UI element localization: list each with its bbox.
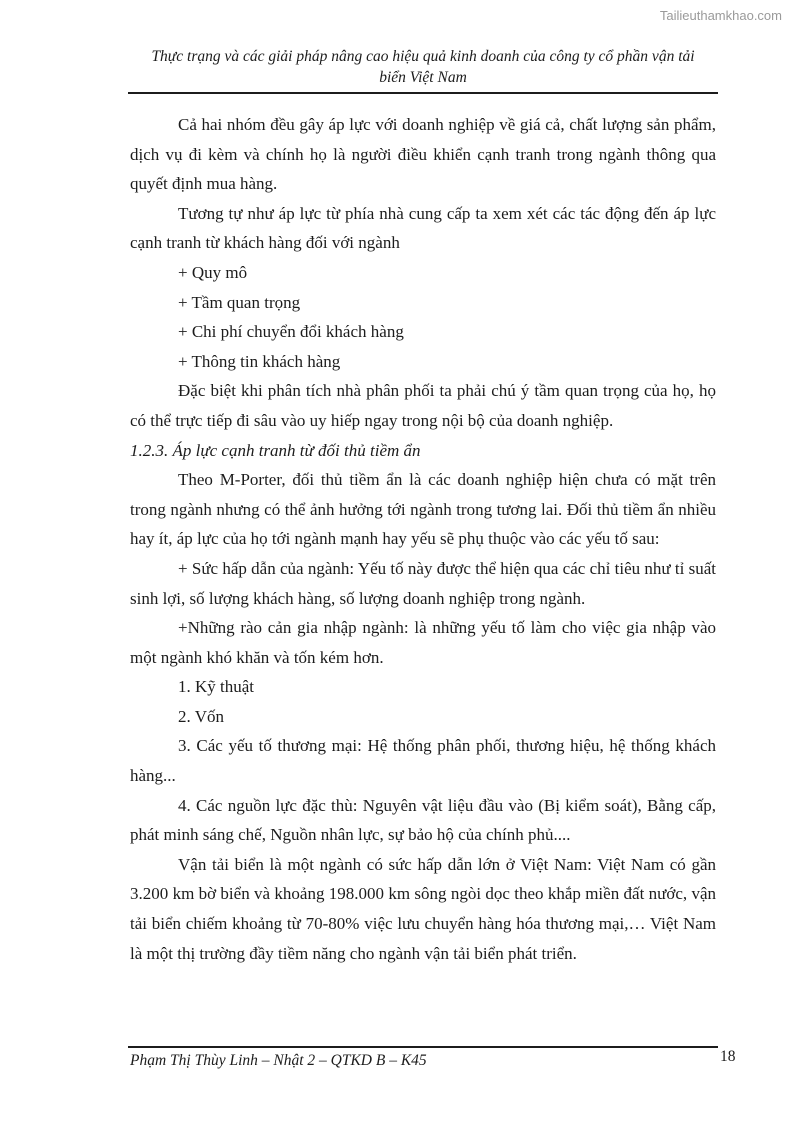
paragraph: 4. Các nguồn lực đặc thù: Nguyên vật liệu đầu vào (Bị kiểm soát), Bằng cấp, phát minh sáng chế, Nguồn nhân lực, sự bảo hộ của chính phủ.... bbox=[130, 795, 716, 845]
paragraph: +Những rào cản gia nhập ngành: là những yếu tố làm cho việc gia nhập vào một ngành khó khăn và tốn kém hơn. bbox=[130, 618, 716, 667]
section-heading: 1.2.3. Áp lực cạnh tranh từ đối thủ tiềm ẩn bbox=[130, 440, 421, 460]
header-rule bbox=[128, 92, 718, 94]
page-header bbox=[130, 46, 716, 88]
header-title-line1: Thực trạng và các giải pháp nâng cao hiệu quả kinh doanh của công ty cổ phần vận tải bbox=[151, 48, 695, 65]
footer-author: Phạm Thị Thùy Linh – Nhật 2 – QTKD B – K45 bbox=[130, 1052, 427, 1069]
paragraph: + Sức hấp dẫn của ngành: Yếu tố này được thể hiện qua các chỉ tiêu như tỉ suất sinh lợi, số lượng khách hàng, số lượng doanh nghiệp trong ngành. bbox=[130, 558, 716, 608]
paragraph: Vận tải biển là một ngành có sức hấp dẫn lớn ở Việt Nam: Việt Nam có gần 3.200 km bờ biển và khoảng 198.000 km sông ngòi dọc theo khắp miền đất nước, vận tải biển chiếm khoảng từ 70-80% việc lưu chuyển hàng hóa thương mại,… Việt Nam là một thị trường đầy tiềm năng cho ngành vận tải biển phát triển. bbox=[130, 854, 716, 963]
paragraph: Theo M-Porter, đối thủ tiềm ẩn là các doanh nghiệp hiện chưa có mặt trên trong ngành nhưng có thể ảnh hưởng tới ngành trong tương lai. Đối thủ tiềm ẩn nhiều hay ít, áp lực của họ tới ngành mạnh hay yếu sẽ phụ thuộc vào các yếu tố sau: bbox=[130, 470, 716, 549]
watermark: Tailieuthamkhao.com bbox=[659, 8, 782, 23]
paragraph: + Tầm quan trọng bbox=[178, 292, 301, 312]
header-title-line2: biển Việt Nam bbox=[379, 69, 467, 86]
paragraph: 3. Các yếu tố thương mại: Hệ thống phân phối, thương hiệu, hệ thống khách hàng... bbox=[130, 736, 716, 786]
page-number: 18 bbox=[720, 1048, 736, 1065]
paragraph: 2. Vốn bbox=[178, 706, 224, 726]
paragraph: 1. Kỹ thuật bbox=[178, 677, 255, 697]
paragraph: + Chi phí chuyển đổi khách hàng bbox=[178, 322, 404, 342]
document-body bbox=[130, 110, 716, 968]
paragraph: Cả hai nhóm đều gây áp lực với doanh nghiệp về giá cả, chất lượng sản phẩm, dịch vụ đi kèm và chính họ là người điều khiển cạnh tranh trong ngành thông qua quyết định mua hàng. bbox=[130, 115, 716, 194]
paragraph: + Quy mô bbox=[178, 262, 248, 282]
paragraph: + Thông tin khách hàng bbox=[178, 351, 341, 371]
footer-rule bbox=[128, 1046, 718, 1048]
paragraph: Đặc biệt khi phân tích nhà phân phối ta phải chú ý tầm quan trọng của họ, họ có thể trực tiếp đi sâu vào uy hiếp ngay trong nội bộ của doanh nghiệp. bbox=[130, 381, 716, 430]
paragraph: Tương tự như áp lực từ phía nhà cung cấp ta xem xét các tác động đến áp lực cạnh tranh từ khách hàng đối với ngành bbox=[130, 203, 716, 253]
